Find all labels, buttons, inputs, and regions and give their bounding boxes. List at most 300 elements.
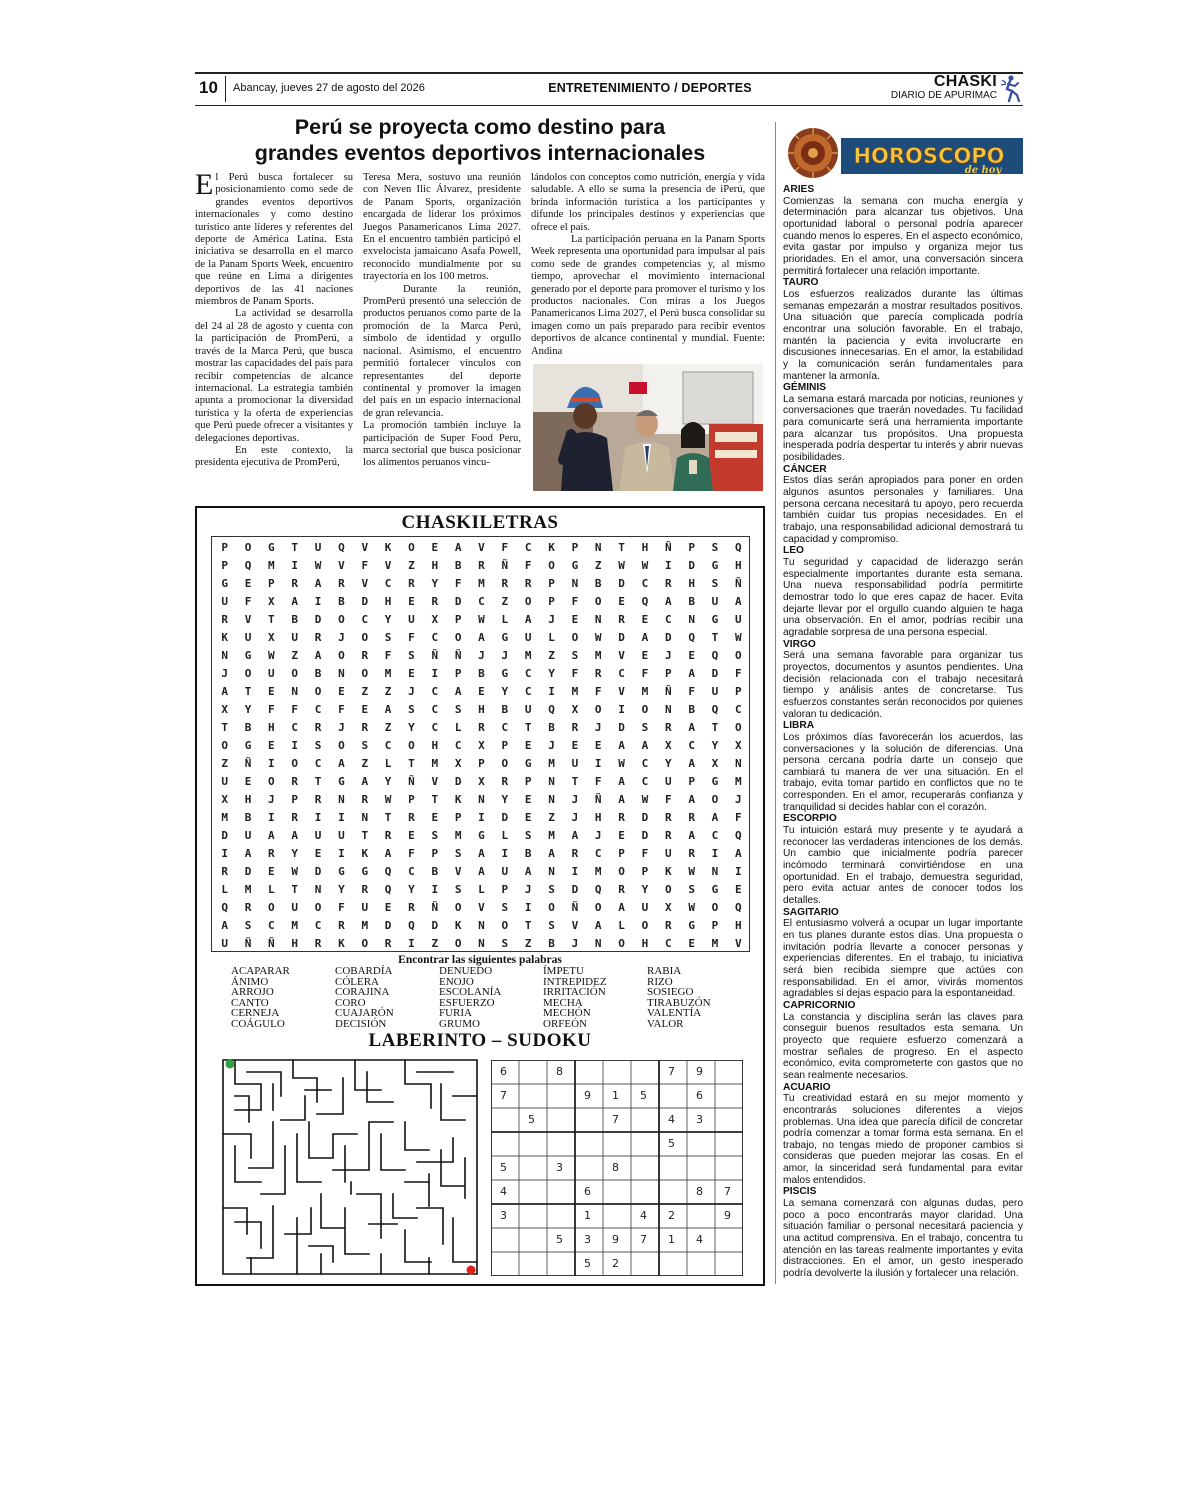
wordsearch-letter: Z xyxy=(361,685,369,698)
wordsearch-letter: A xyxy=(641,631,649,644)
sudoku-digit: 7 xyxy=(724,1185,731,1198)
word-list-item: RIZO xyxy=(647,975,673,988)
wordsearch-letter: B xyxy=(244,811,252,824)
wordsearch-letter: N xyxy=(571,577,579,590)
article-column-1 xyxy=(195,168,353,470)
wordsearch-letter: M xyxy=(244,883,252,896)
wordsearch-letter: B xyxy=(478,667,485,680)
wordsearch-letter: E xyxy=(524,793,532,806)
wordsearch-letter: C xyxy=(454,739,462,752)
wordsearch-letter: I xyxy=(408,937,415,950)
wordsearch-letter: J xyxy=(594,721,602,734)
wordsearch-letter: F xyxy=(571,667,579,680)
wordsearch-letter: V xyxy=(361,577,369,590)
wordsearch-letter: J xyxy=(221,667,228,680)
wordsearch-letter: L xyxy=(221,883,228,896)
wordsearch-letter: G xyxy=(501,667,509,680)
horoscope-sign-text: La constancia y disciplina serán las claves para conseguir buenos resultados esta semana. Un proyecto que requiere esfuerzo comenzará a mostrar señales de progreso. En el aspecto económico, evita comprometerte con gastos que no sean realmente necesarios. xyxy=(783,1011,1023,1081)
horoscope-sign-text: La semana comenzará con algunas dudas, pero poco a poco encontrarás mayor claridad. Una situación familiar o personal necesitará paciencia y una actitud comprensiva. En el trabajo, concentra tu atención en las tareas realmente importantes y evita distracciones. En el amor, un gesto inesperado podría devolverte la ilusión y fortalecer una relación. xyxy=(783,1198,1023,1280)
wordsearch-letter: K xyxy=(664,865,672,878)
wordsearch-letter: Q xyxy=(735,541,742,554)
wordsearch-letter: Q xyxy=(384,883,392,896)
wordsearch-letter: C xyxy=(291,721,299,734)
wordsearch-letter: V xyxy=(571,919,579,932)
wordsearch-letter: M xyxy=(454,829,462,842)
wordsearch-letter: O xyxy=(548,559,555,572)
wordsearch-letter: I xyxy=(501,847,509,860)
wordsearch-letter: Ñ xyxy=(244,937,252,950)
wordsearch-letter: Ñ xyxy=(431,649,439,662)
wordsearch-letter: L xyxy=(384,757,392,770)
sudoku-digit: 6 xyxy=(584,1185,591,1198)
wordsearch-letter: A xyxy=(735,595,742,608)
wordsearch-letter: U xyxy=(361,901,369,914)
wordsearch-letter: Z xyxy=(548,649,555,662)
wordsearch-letter: R xyxy=(408,811,415,824)
wordsearch-letter: C xyxy=(431,721,439,734)
wordsearch-letter: Y xyxy=(641,883,649,896)
wordsearch-letter: G xyxy=(688,919,695,932)
article-column-3 xyxy=(531,172,765,358)
wordsearch-letter: H xyxy=(594,811,602,824)
wordsearch-letter: Y xyxy=(244,703,252,716)
wordsearch-letter: C xyxy=(314,703,322,716)
horoscope-sign-text: Estos días serán apropiados para poner en orden algunos asuntos personales y familiares. Una persona cercana necesitará tu apoyo, pero recuerda también cuidar tus propias necesidades. En el trabajo, una responsabilidad adicional demostrará tu capacidad y compromiso. xyxy=(783,475,1023,545)
wordsearch-letter: V xyxy=(384,559,392,572)
wordsearch-letter: V xyxy=(735,937,742,950)
wordsearch-letter: P xyxy=(221,541,228,554)
horoscope-sign-name: VIRGO xyxy=(783,638,816,650)
wordsearch-letter: O xyxy=(618,937,625,950)
horoscope-sign-name: ACUARIO xyxy=(783,1081,831,1093)
wordsearch-letter: O xyxy=(454,937,462,950)
wordsearch-letter: O xyxy=(594,703,602,716)
wordsearch-letter: S xyxy=(641,721,649,734)
wordsearch-letter: C xyxy=(408,865,415,878)
wordsearch-letter: J xyxy=(735,793,742,806)
wordsearch-letter: U xyxy=(501,865,509,878)
wordsearch-letter: T xyxy=(524,919,532,932)
wordsearch-letter: B xyxy=(431,865,439,878)
sudoku-digit: 4 xyxy=(696,1233,703,1246)
wordsearch-letter: B xyxy=(501,703,509,716)
wordsearch-letter: M xyxy=(571,685,579,698)
wordsearch-letter: A xyxy=(688,793,695,806)
word-list-column xyxy=(335,966,394,1030)
wordsearch-letter: A xyxy=(454,685,462,698)
wordsearch-letter: L xyxy=(501,829,509,842)
wordsearch-letter: T xyxy=(268,613,275,626)
wordsearch-letter: W xyxy=(594,631,602,644)
wordsearch-letter: W xyxy=(618,757,625,770)
wordsearch-letter: R xyxy=(618,613,625,626)
horoscope-sign-text: Tu seguridad y capacidad de liderazgo serán especialmente importantes durante esta semana. Una nueva responsabilidad podría permitirte demostrar todo lo que eres capaz de hacer. Evita dejarte llevar por el orgullo cuando alguien te haga una observación. En el amor, podrías recibir una agradable sorpresa de una persona especial. xyxy=(783,557,1023,638)
wordsearch-letter: S xyxy=(524,829,532,842)
word-list-item: DENUEDO xyxy=(439,965,493,977)
wordsearch-letter: Q xyxy=(548,703,555,716)
wordsearch-letter: O xyxy=(711,901,719,914)
wordsearch-letter: U xyxy=(571,757,579,770)
wordsearch-letter: U xyxy=(314,541,322,554)
wordsearch-letter: R xyxy=(664,829,672,842)
wordsearch-letter: C xyxy=(478,595,485,608)
wordsearch-letter: E xyxy=(384,901,392,914)
wordsearch-letter: M xyxy=(478,577,485,590)
wordsearch-letter: V xyxy=(338,559,345,572)
wordsearch-letter: U xyxy=(711,595,719,608)
wordsearch-letter: B xyxy=(454,559,462,572)
header-bottom-rule xyxy=(195,105,1023,106)
article-paragraph: En este contexto, la presidenta ejecutiva de PromPerú, xyxy=(195,444,353,469)
wordsearch-letter: G xyxy=(361,865,369,878)
wordsearch-letter: Z xyxy=(408,559,415,572)
wordsearch-letter: I xyxy=(478,811,485,824)
article-photo xyxy=(533,364,763,491)
word-list-item: VALENTÍA xyxy=(647,1007,702,1020)
wordsearch-letter: N xyxy=(664,703,672,716)
wordsearch-letter: N xyxy=(711,865,719,878)
wordsearch-letter: Ñ xyxy=(571,901,579,914)
wordsearch-letter: L xyxy=(618,919,625,932)
wordsearch-letter: P xyxy=(454,667,462,680)
wordsearch-letter: B xyxy=(548,937,555,950)
brand-name: CHASKI xyxy=(933,73,997,90)
word-list-item: ÁNIMO xyxy=(231,975,269,988)
horoscope-sign-name: ESCORPIO xyxy=(783,813,837,825)
word-list-item: COÁGULO xyxy=(231,1017,285,1030)
wordsearch-letter: D xyxy=(618,631,625,644)
wordsearch-letter: P xyxy=(454,613,462,626)
wordsearch-letter: F xyxy=(641,667,649,680)
word-list-item: FURIA xyxy=(439,1007,473,1020)
wordsearch-grid xyxy=(211,536,750,952)
wordsearch-letter: S xyxy=(711,577,719,590)
wordsearch-letter: N xyxy=(688,613,695,626)
wordsearch-letter: E xyxy=(735,883,742,896)
wordsearch-letter: S xyxy=(501,937,509,950)
horoscope-sign-name: CAPRICORNIO xyxy=(783,999,856,1011)
wordsearch-letter: O xyxy=(244,667,252,680)
wordsearch-letter: Ñ xyxy=(244,757,252,770)
wordsearch-letter: X xyxy=(431,613,439,626)
wordsearch-letter: W xyxy=(384,793,392,806)
wordsearch-letter: O xyxy=(221,739,228,752)
wordsearch-letter: B xyxy=(688,703,695,716)
horoscope-sign-name: CÁNCER xyxy=(783,463,827,475)
wordsearch-letter: W xyxy=(641,793,649,806)
wordsearch-letter: W xyxy=(688,901,695,914)
sudoku-digit: 4 xyxy=(668,1113,675,1126)
wordsearch-letter: M xyxy=(524,649,532,662)
wordsearch-letter: U xyxy=(314,829,322,842)
wordsearch-letter: A xyxy=(548,847,555,860)
wordsearch-letter: V xyxy=(618,685,625,698)
word-list-item: ORFEÓN xyxy=(543,1017,588,1030)
wordsearch-letter: W xyxy=(291,865,299,878)
wordsearch-letter: R xyxy=(664,721,672,734)
wordsearch-letter: L xyxy=(454,721,462,734)
wordsearch-letter: O xyxy=(338,649,345,662)
wordsearch-letter: A xyxy=(711,811,719,824)
wordsearch-letter: F xyxy=(454,577,462,590)
drop-cap: E xyxy=(195,168,214,201)
wordsearch-letter: A xyxy=(641,739,649,752)
wordsearch-letter: O xyxy=(408,739,415,752)
wordsearch-letter: M xyxy=(594,865,602,878)
sudoku-digit: 6 xyxy=(500,1065,507,1078)
wordsearch-letter: I xyxy=(221,847,228,860)
wordsearch-letter: C xyxy=(314,757,322,770)
wordsearch-letter: C xyxy=(431,631,439,644)
wordsearch-letter: I xyxy=(711,847,719,860)
wordsearch-letter: D xyxy=(454,595,462,608)
wordsearch-letter: A xyxy=(221,685,228,698)
newspaper-brand xyxy=(891,74,997,102)
wordsearch-letter: F xyxy=(338,901,345,914)
wordsearch-letter: M xyxy=(268,559,275,572)
word-list-column xyxy=(439,966,501,1030)
wordsearch-letter: U xyxy=(291,901,299,914)
wordsearch-letter: V xyxy=(618,649,625,662)
wordsearch-letter: N xyxy=(548,775,555,788)
wordsearch-letter: J xyxy=(478,649,485,662)
wordsearch-letter: S xyxy=(548,919,555,932)
wordsearch-letter: C xyxy=(641,775,649,788)
wordsearch-letter: S xyxy=(548,883,555,896)
wordsearch-letter: E xyxy=(618,595,625,608)
wordsearch-letter: E xyxy=(431,541,439,554)
wordsearch-letter: Z xyxy=(384,685,392,698)
word-list-item: CERNEJA xyxy=(231,1007,280,1020)
wordsearch-letter: W xyxy=(688,865,695,878)
wordsearch-letter: A xyxy=(524,613,532,626)
wordsearch-letter: C xyxy=(524,667,532,680)
wordsearch-letter: O xyxy=(594,595,602,608)
wordsearch-letter: D xyxy=(314,865,322,878)
horoscope-sign-text: Comienzas la semana con mucha energía y determinación para alcanzar tus objetivos. Una oportunidad laboral o personal podría aparecer cuando menos lo esperes. En el aspecto económico, evita gastar por impulso y organiza mejor tus prioridades. En el amor, una conversación sincera permitirá fortalecer una relación importante. xyxy=(783,195,1023,277)
wordsearch-letter: B xyxy=(291,613,299,626)
sudoku-digit: 3 xyxy=(696,1113,703,1126)
wordsearch-letter: P xyxy=(431,847,439,860)
wordsearch-letter: E xyxy=(338,685,345,698)
wordsearch-letter: C xyxy=(431,685,439,698)
sudoku-digit: 5 xyxy=(556,1233,563,1246)
wordsearch-letter: Y xyxy=(384,613,392,626)
wordsearch-letter: T xyxy=(711,631,719,644)
wordsearch-letter: A xyxy=(524,865,532,878)
wordsearch-letter: Q xyxy=(711,703,719,716)
wordsearch-letter: P xyxy=(221,559,228,572)
wordsearch-letter: W xyxy=(478,613,485,626)
word-list-item: GRUMO xyxy=(439,1017,480,1030)
wordsearch-letter: C xyxy=(384,577,392,590)
horoscope-sign-name: SAGITARIO xyxy=(783,906,839,918)
maze-puzzle xyxy=(221,1058,479,1276)
sudoku-digit: 1 xyxy=(668,1233,675,1246)
wordsearch-letter: B xyxy=(524,847,532,860)
wordsearch-letter: E xyxy=(524,811,532,824)
wordsearch-letter: Z xyxy=(291,649,299,662)
wordsearch-letter: P xyxy=(548,577,555,590)
wordsearch-letter: P xyxy=(735,685,742,698)
issue-date: Abancay, jueves 27 de agosto del 2026 xyxy=(233,82,425,94)
wordsearch-letter: I xyxy=(431,883,439,896)
wordsearch-letter: D xyxy=(571,883,579,896)
word-list-item: CANTO xyxy=(231,996,269,1009)
wordsearch-letter: B xyxy=(548,721,555,734)
wordsearch-letter: N xyxy=(594,613,602,626)
wordsearch-letter: G xyxy=(338,775,345,788)
wordsearch-letter: R xyxy=(571,847,579,860)
wordsearch-letter: C xyxy=(735,703,742,716)
sudoku-digit: 7 xyxy=(500,1089,507,1102)
wordsearch-letter: K xyxy=(384,541,392,554)
wordsearch-letter: W xyxy=(268,649,275,662)
wordsearch-letter: J xyxy=(338,721,345,734)
article-paragraph: Teresa Mera, sostuvo una reunión con Neven Ilic Álvarez, presidente de Panam Sports, organización encargada de liderar los próximos Juegos Panamericanos Lima 2027. En el encuentro también participó el exvelocista jamaicano Asafa Powell, reconocido mundialmente por su trayectoria en los 100 metros. xyxy=(363,172,521,283)
wordsearch-letter: D xyxy=(454,775,462,788)
wordsearch-letter: N xyxy=(548,865,555,878)
wordsearch-letter: E xyxy=(478,685,485,698)
wordsearch-letter: C xyxy=(664,937,672,950)
wordsearch-letter: A xyxy=(268,829,275,842)
wordsearch-letter: E xyxy=(361,703,369,716)
wordsearch-letter: T xyxy=(314,775,322,788)
wordsearch-letter: H xyxy=(735,559,742,572)
horoscope-sign-name: GÉMINIS xyxy=(783,382,827,394)
wordsearch-letter: U xyxy=(338,829,345,842)
wordsearch-letter: Y xyxy=(384,775,392,788)
wordsearch-letter: R xyxy=(664,577,672,590)
wordsearch-letter: A xyxy=(688,667,695,680)
wordsearch-letter: R xyxy=(291,811,299,824)
wordsearch-letter: Z xyxy=(384,721,392,734)
sudoku-digit: 5 xyxy=(640,1089,647,1102)
wordsearch-letter: E xyxy=(268,865,275,878)
wordsearch-letter: X xyxy=(664,901,672,914)
wordsearch-letter: N xyxy=(338,667,345,680)
wordsearch-letter: Y xyxy=(431,577,439,590)
wordsearch-letter: R xyxy=(338,919,345,932)
wordsearch-letter: N xyxy=(478,793,485,806)
wordsearch-letter: R xyxy=(478,559,485,572)
wordsearch-letter: O xyxy=(244,541,252,554)
wordsearch-letter: A xyxy=(221,919,228,932)
wordsearch-letter: J xyxy=(268,793,275,806)
wordsearch-letter: Y xyxy=(664,757,672,770)
word-list-item: ESCOLANÍA xyxy=(439,986,502,999)
wordsearch-letter: R xyxy=(291,577,299,590)
word-list-item: CORAJINA xyxy=(335,986,390,999)
wordsearch-letter: A xyxy=(478,631,485,644)
wordsearch-letter: A xyxy=(735,847,742,860)
wordsearch-letter: U xyxy=(664,775,672,788)
wordsearch-letter: J xyxy=(571,793,579,806)
wordsearch-letter: Q xyxy=(688,631,695,644)
wordsearch-letter: T xyxy=(571,775,579,788)
wordsearch-letter: X xyxy=(711,757,719,770)
wordsearch-letter: F xyxy=(571,595,579,608)
wordsearch-letter: S xyxy=(384,631,392,644)
wordsearch-letter: Y xyxy=(711,739,719,752)
wordsearch-letter: M xyxy=(735,775,742,788)
sudoku-digit: 1 xyxy=(584,1209,591,1222)
article-paragraph: La promoción también incluye la participación de Super Food Peru, marca sectorial que busca posicionar los alimentos peruanos vincu- xyxy=(363,420,521,469)
wordsearch-letter: P xyxy=(291,793,299,806)
wordsearch-title: CHASKILETRAS xyxy=(401,512,559,533)
word-list-column xyxy=(647,966,711,1030)
horoscope-sign-name: LIBRA xyxy=(783,720,815,732)
wordsearch-letter: T xyxy=(618,541,625,554)
wordsearch-letter: D xyxy=(384,919,392,932)
wordsearch-letter: A xyxy=(618,739,625,752)
wordsearch-letter: W xyxy=(735,631,742,644)
word-list-item: ACAPARAR xyxy=(231,965,290,977)
header-separator xyxy=(225,76,226,102)
wordsearch-letter: G xyxy=(711,613,719,626)
wordsearch-letter: E xyxy=(268,685,275,698)
wordsearch-letter: Y xyxy=(338,883,345,896)
wordsearch-letter: M xyxy=(641,685,649,698)
wordsearch-letter: S xyxy=(361,739,369,752)
sudoku-digit: 1 xyxy=(612,1089,619,1102)
word-list-item: IRRITACIÓN xyxy=(543,986,606,999)
horoscope-sign-text: Tu creatividad estará en su mejor momento y encontrarás soluciones diferentes a viejos problemas. Una idea que parecía difícil de concretar podría comenzar a tomar forma esta semana. En el trabajo, no tengas miedo de proponer cambios si consideras que pueden mejorar las cosas. En el amor, la sinceridad será fundamental para evitar malos entendidos. xyxy=(783,1093,1023,1186)
wordsearch-letter: P xyxy=(571,541,579,554)
sudoku-digit: 8 xyxy=(612,1161,619,1174)
wordsearch-letter: Q xyxy=(408,919,415,932)
wordsearch-letter: E xyxy=(408,667,415,680)
wordsearch-letter: P xyxy=(688,541,695,554)
word-list-item: CÓLERA xyxy=(335,975,379,988)
word-list-item: ARROJO xyxy=(231,986,274,999)
word-list-label: Encontrar las siguientes palabras xyxy=(398,954,562,966)
wordsearch-letter: D xyxy=(501,811,509,824)
sudoku-digit: 3 xyxy=(556,1161,563,1174)
wordsearch-letter: A xyxy=(618,901,625,914)
wordsearch-letter: E xyxy=(244,775,252,788)
article-paragraph: El Perú busca fortalecer su posicionamiento como sede de grandes eventos deportivos internacionales y como destino turístico ante líderes y referentes del deporte de América Latina. Esta iniciativa se desarrolla en el marco de la Panam Sports Week, encuentro que reúne en Lima a dirigentes deportivos de las 41 naciones miembros de Panam Sports. xyxy=(195,168,353,308)
horoscope-sign-name: ARIES xyxy=(783,184,815,195)
wordsearch-letter: M xyxy=(361,919,369,932)
wordsearch-letter: K xyxy=(338,937,345,950)
wordsearch-letter: O xyxy=(361,667,369,680)
wordsearch-letter: H xyxy=(291,937,299,950)
wordsearch-letter: H xyxy=(735,919,742,932)
wordsearch-letter: E xyxy=(688,937,695,950)
wordsearch-letter: C xyxy=(524,541,532,554)
wordsearch-letter: R xyxy=(431,595,439,608)
wordsearch-letter: I xyxy=(291,739,299,752)
wordsearch-letter: T xyxy=(408,757,415,770)
wordsearch-letter: N xyxy=(478,919,485,932)
wordsearch-letter: K xyxy=(361,847,369,860)
wordsearch-letter: R xyxy=(361,721,369,734)
wordsearch-letter: J xyxy=(548,613,555,626)
wordsearch-letter: F xyxy=(641,847,649,860)
horoscope-sign-text: Los próximos días favorecerán los acuerdos, las conversaciones y la solución de diferencias. Una persona cercana podría darte un consejo que cambiará tu manera de ver una situación. En el trabajo, evita tomar partido en conflictos que no te corresponden. En el amor, recuperarás confianza y tranquilidad si decides hablar con el corazón. xyxy=(783,731,1023,813)
wordsearch-letter: X xyxy=(571,703,579,716)
wordsearch-letter: A xyxy=(384,847,392,860)
wordsearch-letter: H xyxy=(478,703,485,716)
wordsearch-letter: D xyxy=(221,829,228,842)
word-list-item: MECHÓN xyxy=(543,1007,591,1020)
wordsearch-letter: D xyxy=(711,667,719,680)
wordsearch-letter: A xyxy=(688,721,695,734)
wordsearch-letter: A xyxy=(244,847,252,860)
wordsearch-letter: R xyxy=(571,721,579,734)
wordsearch-letter: T xyxy=(431,793,439,806)
